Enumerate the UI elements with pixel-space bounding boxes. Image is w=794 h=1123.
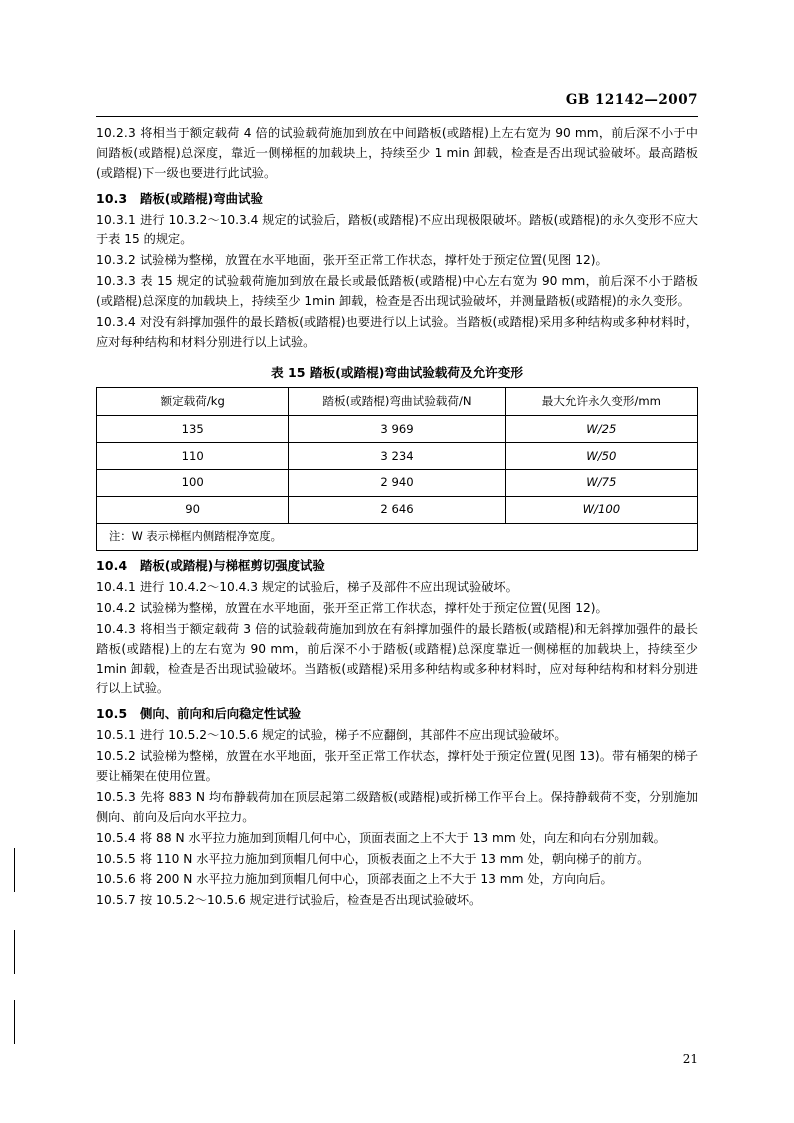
- clause-10-5-3: [96, 788, 698, 828]
- cell-rated-load: 135: [97, 416, 289, 443]
- clause-10-5-4: [96, 829, 698, 849]
- clause-text: 进行 10.3.2～10.3.4 规定的试验后，踏板(或踏棍)不应出现极限破坏。踏板(或踏棍)的永久变形不应大于表 15 的规定。: [96, 212, 698, 247]
- cell-test-load: 3 234: [289, 443, 505, 470]
- clause-number: 10.5.4: [96, 830, 136, 845]
- clause-number: 10.5.7: [96, 893, 136, 908]
- section-number: 10.3: [96, 190, 128, 206]
- standard-code-header: GB 12142—2007: [565, 92, 698, 108]
- page-number: 21: [682, 1052, 698, 1066]
- clause-number: 10.5.5: [96, 851, 136, 866]
- clause-text: 将相当于额定载荷 4 倍的试验载荷施加到放在中间踏板(或踏棍)上左右宽为 90 mm，前后深不小于中间踏板(或踏棍)总深度，靠近一侧梯框的加载块上，持续至少 1 min 卸载，检查是否出现试验破坏。最高踏板(或踏棍)下一级也要进行此试验。: [96, 126, 698, 180]
- cell-test-load: 2 940: [289, 469, 505, 496]
- cell-max-deformation: W/50: [505, 443, 697, 470]
- cell-max-deformation: W/75: [505, 469, 697, 496]
- clause-text: 表 15 规定的试验载荷施加到放在最长或最低踏板(或踏棍)中心左右宽为 90 mm，前后深不小于踏板(或踏棍)总深度的加载块上，持续至少 1min 卸载，检查是否出现试验破坏，并测量踏板(或踏棍)的永久变形。: [96, 274, 698, 309]
- table-note-row: [97, 523, 698, 550]
- clause-number: 10.2.3: [96, 126, 136, 140]
- clause-10-3-1: [96, 211, 698, 251]
- clause-text: 将 88 N 水平拉力施加到顶帽几何中心，顶面表面之上不大于 13 mm 处，向左和向右分别加载。: [140, 830, 666, 845]
- table-row: [97, 496, 698, 523]
- clause-text: 试验梯为整梯，放置在水平地面，张开至正常工作状态，撑杆处于预定位置(见图 12)。: [140, 600, 608, 615]
- table-15: [96, 387, 698, 551]
- section-title: 侧向、前向和后向稳定性试验: [140, 706, 302, 722]
- clause-number: 10.3.3: [96, 274, 136, 289]
- clause-number: 10.5.6: [96, 872, 136, 887]
- table-header-cell-test-load: 踏板(或踏棍)弯曲试验载荷/N: [289, 388, 505, 416]
- clause-10-5-7: [96, 891, 698, 911]
- margin-mark: [14, 1000, 15, 1044]
- margin-mark: [14, 848, 15, 892]
- clause-10-5-2: [96, 747, 698, 787]
- clause-number: 10.4.2: [96, 600, 136, 615]
- table-header-row: [97, 388, 698, 416]
- clause-text: 进行 10.5.2～10.5.6 规定的试验，梯子不应翻倒，其部件不应出现试验破坏。: [140, 728, 567, 743]
- table-header-cell-max-deformation: 最大允许永久变形/mm: [505, 388, 697, 416]
- clause-text: 按 10.5.2～10.5.6 规定进行试验后，检查是否出现试验破坏。: [140, 893, 482, 908]
- section-number: 10.4: [96, 558, 128, 574]
- cell-rated-load: 90: [97, 496, 289, 523]
- clause-text: 将 200 N 水平拉力施加到顶帽几何中心，顶部表面之上不大于 13 mm 处，方向向后。: [140, 872, 613, 887]
- clause-number: 10.4.1: [96, 579, 136, 594]
- clause-10-5-5: [96, 850, 698, 870]
- clause-10-4-3: [96, 620, 698, 700]
- cell-rated-load: 100: [97, 469, 289, 496]
- table-15-title: 表 15 踏板(或踏棍)弯曲试验载荷及允许变形: [271, 364, 523, 380]
- clause-text: 试验梯为整梯，放置在水平地面，张开至正常工作状态，撑杆处于预定位置(见图 13)。带有桶架的梯子要让桶架在使用位置。: [96, 749, 698, 783]
- document-body: [96, 124, 698, 912]
- section-heading-10-4: [96, 556, 698, 576]
- clause-10-3-4: [96, 313, 698, 353]
- header-rule: [96, 116, 698, 117]
- clause-10-5-1: [96, 726, 698, 746]
- clause-text: 进行 10.4.2～10.4.3 规定的试验后，梯子及部件不应出现试验破坏。: [140, 579, 518, 594]
- clause-text: 先将 883 N 均布静载荷加在顶层起第二级踏板(或踏棍)或折梯工作平台上。保持静载荷不变，分别施加侧向、前向及后向水平拉力。: [96, 789, 698, 824]
- clause-number: 10.3.4: [96, 314, 136, 329]
- section-title: 踏板(或踏棍)与梯框剪切强度试验: [140, 558, 325, 574]
- cell-test-load: 3 969: [289, 416, 505, 443]
- section-heading-10-5: [96, 704, 698, 724]
- clause-number: 10.3.1: [96, 212, 136, 227]
- clause-number: 10.5.3: [96, 789, 136, 804]
- clause-text: 试验梯为整梯，放置在水平地面，张开至正常工作状态，撑杆处于预定位置(见图 12)。: [140, 253, 608, 268]
- clause-10-2-3: [96, 124, 698, 184]
- table-note: 注：W 表示梯框内侧踏棍净宽度。: [97, 523, 698, 550]
- clause-10-4-1: [96, 578, 698, 598]
- clause-number: 10.5.1: [96, 728, 136, 743]
- section-number: 10.5: [96, 706, 128, 722]
- clause-10-5-6: [96, 870, 698, 890]
- margin-mark: [14, 930, 15, 974]
- section-heading-10-3: [96, 189, 698, 209]
- table-header-cell-rated-load: 额定载荷/kg: [97, 388, 289, 416]
- clause-text: 将 110 N 水平拉力施加到顶帽几何中心，顶板表面之上不大于 13 mm 处，朝向梯子的前方。: [140, 851, 650, 866]
- clause-10-3-3: [96, 272, 698, 312]
- clause-number: 10.3.2: [96, 253, 136, 268]
- clause-10-4-2: [96, 599, 698, 619]
- clause-number: 10.5.2: [96, 749, 136, 764]
- cell-rated-load: 110: [97, 443, 289, 470]
- clause-number: 10.4.3: [96, 621, 136, 636]
- clause-text: 将相当于额定载荷 3 倍的试验载荷施加到放在有斜撑加强件的最长踏板(或踏棍)和无斜撑加强件的最长踏板(或踏棍)上的左右宽为 90 mm，前后深不小于踏板(或踏棍)总深度靠近一侧梯框的加载块上，持续至少 1min 卸载，检查是否出现试验破坏。当踏板(或踏棍)采用多种结构或多种材料时，应对每种结构和材料分别进行以上试验。: [96, 621, 698, 696]
- cell-test-load: 2 646: [289, 496, 505, 523]
- clause-10-3-2: [96, 251, 698, 271]
- cell-max-deformation: W/100: [505, 496, 697, 523]
- cell-max-deformation: W/25: [505, 416, 697, 443]
- table-row: [97, 443, 698, 470]
- clause-text: 对没有斜撑加强件的最长踏板(或踏棍)也要进行以上试验。当踏板(或踏棍)采用多种结构或多种材料时，应对每种结构和材料分别进行以上试验。: [96, 314, 698, 349]
- section-title: 踏板(或踏棍)弯曲试验: [140, 190, 263, 206]
- table-row: [97, 469, 698, 496]
- table-row: [97, 416, 698, 443]
